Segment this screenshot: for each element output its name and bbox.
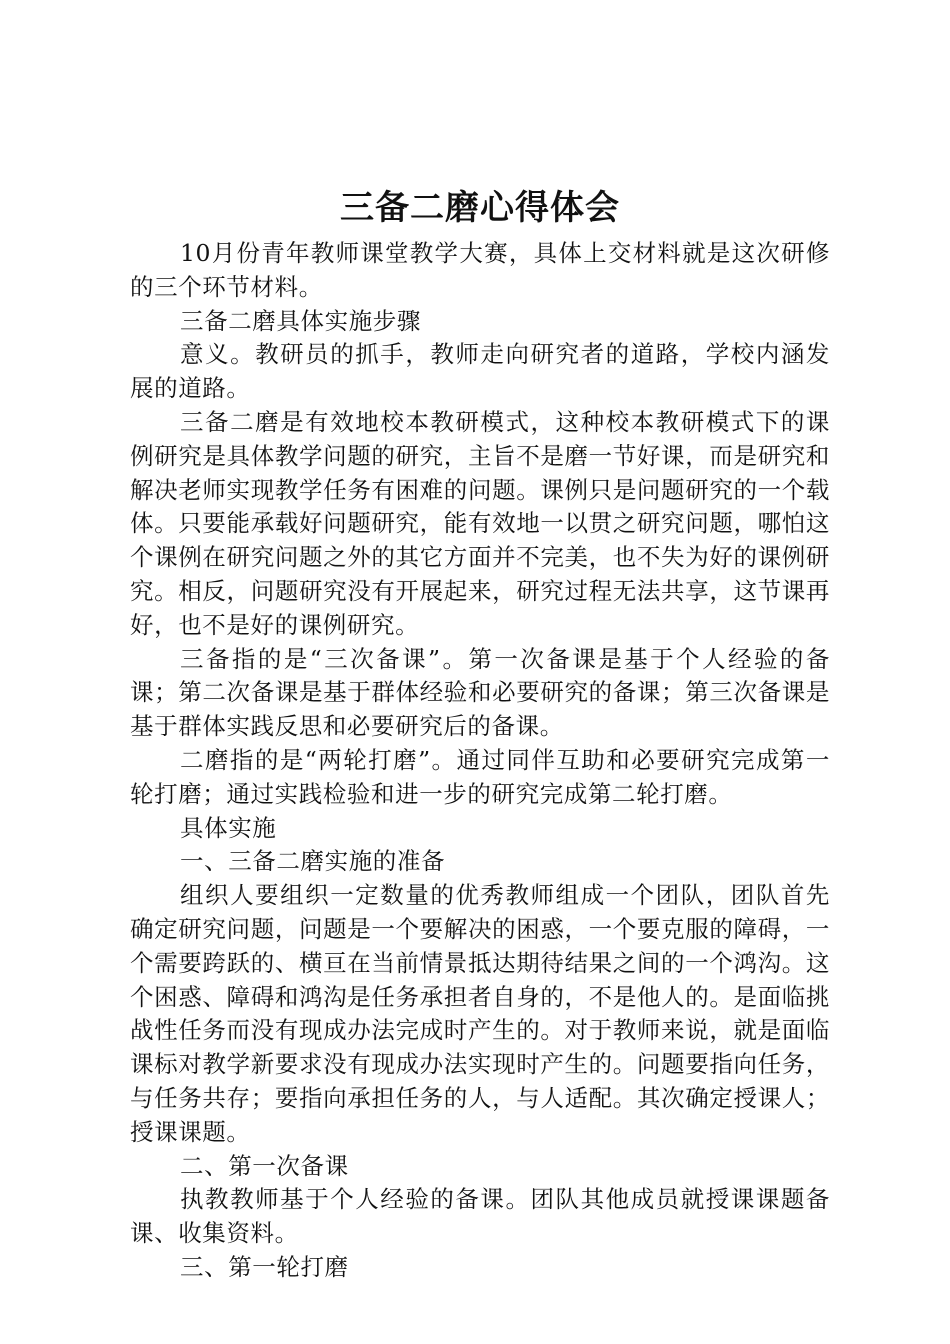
paragraph-three-preparations: 三备指的是“三次备课”。第一次备课是基于个人经验的备课；第二次备课是基于群体经验和必要研究的备课；第三次备课是基于群体实践反思和必要研究后的备课。 (130, 644, 830, 741)
paragraph-model-description: 三备二磨是有效地校本教研模式，这种校本教研模式下的课例研究是具体教学问题的研究，主旨不是磨一节好课，而是研究和解决老师实现教学任务有困难的问题。课例只是问题研究的一个载体。只要能承载好问题研究，能有效地一以贯之研究问题，哪怕这个课例在研究问题之外的其它方面并不完美，也不失为好的课例研究。相反，问题研究没有开展起来，研究过程无法共享，这节课再好，也不是好的课例研究。 (130, 407, 830, 639)
paragraph-two-polishings: 二磨指的是“两轮打磨”。通过同伴互助和必要研究完成第一轮打磨；通过实践检验和进一步的研究完成第二轮打磨。 (130, 745, 830, 808)
paragraph-first-preparation: 执教教师基于个人经验的备课。团队其他成员就授课课题备课、收集资料。 (130, 1185, 830, 1248)
heading-section-1: 一、三备二磨实施的准备 (180, 847, 446, 876)
heading-implementation: 具体实施 (180, 813, 277, 842)
document-title: 三备二磨心得体会 (340, 188, 620, 228)
paragraph-intro: 10月份青年教师课堂教学大赛，具体上交材料就是这次研修的三个环节材料。 (130, 239, 830, 301)
heading-implementation-steps: 三备二磨具体实施步骤 (180, 306, 421, 335)
heading-section-3: 三、第一轮打磨 (180, 1252, 349, 1281)
heading-section-2: 二、第一次备课 (180, 1151, 349, 1180)
paragraph-significance: 意义。教研员的抓手，教师走向研究者的道路，学校内涵发展的道路。 (130, 340, 830, 403)
paragraph-preparation-details: 组织人要组织一定数量的优秀教师组成一个团队，团队首先确定研究问题，问题是一个要解决的困惑，一个要克服的障碍，一个需要跨跃的、横亘在当前情景抵达期待结果之间的一个鸿沟。这个困惑、障碍和鸿沟是任务承担者自身的，不是他人的。是面临挑战性任务而没有现成办法完成时产生的。对于教师来说，就是面临课标对教学新要求没有现成办法实现时产生的。问题要指向任务，与任务共存；要指向承担任务的人，与人适配。其次确定授课人；授课课题。 (130, 881, 830, 1146)
document-body (130, 183, 830, 1285)
